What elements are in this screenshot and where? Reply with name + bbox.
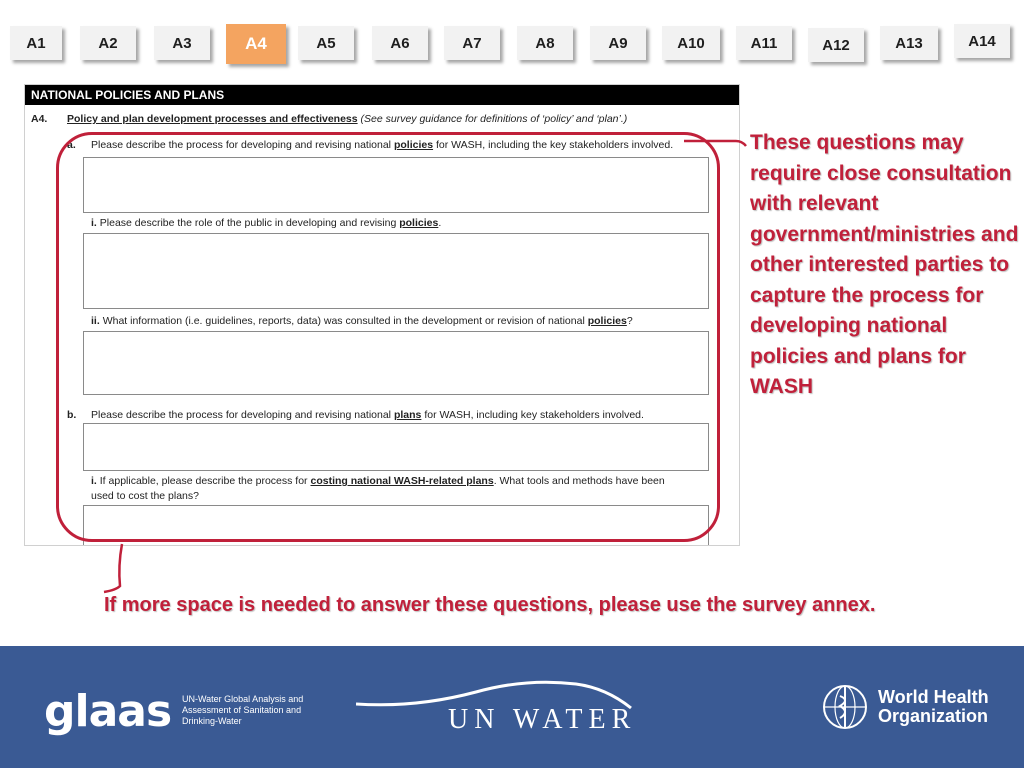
footnote-connector-line (104, 544, 122, 592)
tab-a3[interactable]: A3 (154, 26, 210, 60)
who-text-line1: World Health (878, 687, 989, 707)
footnote-text: If more space is needed to answer these questions, please use the survey annex. (104, 594, 876, 616)
glaas-subtitle: UN-Water Global Analysis and Assessment of Sanitation and Drinking-Water (182, 694, 304, 726)
question-b-label: b. (67, 409, 77, 421)
tab-a14[interactable]: A14 (954, 24, 1010, 58)
question-note: (See survey guidance for definitions of ‘policy’ and ‘plan’.) (360, 113, 628, 125)
question-a-ii-text: ii. What information (i.e. guidelines, reports, data) was consulted in the development or revision of national policies? (91, 315, 633, 327)
tab-a11[interactable]: A11 (736, 26, 792, 60)
tab-bar (0, 0, 1024, 80)
tab-a2[interactable]: A2 (80, 26, 136, 60)
tab-a10[interactable]: A10 (662, 26, 720, 60)
who-logo-text (878, 688, 989, 726)
question-a-i-text: i. Please describe the role of the public in developing and revising policies. (91, 217, 442, 229)
tab-a12[interactable]: A12 (808, 28, 864, 62)
tab-a9[interactable]: A9 (590, 26, 646, 60)
question-a-label: a. (67, 139, 76, 151)
question-number: A4. (31, 113, 48, 125)
tab-a13[interactable]: A13 (880, 26, 938, 60)
tab-a4[interactable]: A4 (226, 24, 286, 64)
who-emblem-icon (820, 682, 870, 732)
tab-a8[interactable]: A8 (517, 26, 573, 60)
section-header: NATIONAL POLICIES AND PLANS (25, 85, 739, 105)
footer-bar (0, 646, 1024, 768)
tab-a1[interactable]: A1 (10, 26, 62, 60)
question-a-text: Please describe the process for developing and revising national policies for WASH, including the key stakeholders involved. (91, 139, 674, 151)
callout-text: These questions may require close consultation with relevant government/ministries and other interested parties to capture the process for developing national policies and plans for WASH (750, 131, 1019, 398)
question-b-i-text: i. If applicable, please describe the process for costing national WASH-related plans. What tools and methods have been (91, 475, 665, 487)
tab-a5[interactable]: A5 (298, 26, 354, 60)
glaas-logo: glaas (44, 686, 172, 737)
highlight-bracket (56, 132, 720, 542)
question-b-text: Please describe the process for developing and revising national plans for WASH, including key stakeholders involved. (91, 409, 644, 421)
question-title: Policy and plan development processes and effectiveness (See survey guidance for definitions of ‘policy’ and ‘plan’.) (67, 113, 628, 125)
unwater-logo-text: UN WATER (448, 704, 637, 735)
question-b-i-text-cont: used to cost the plans? (91, 490, 199, 502)
tab-a6[interactable]: A6 (372, 26, 428, 60)
tab-a7[interactable]: A7 (444, 26, 500, 60)
who-text-line2: Organization (878, 706, 989, 726)
